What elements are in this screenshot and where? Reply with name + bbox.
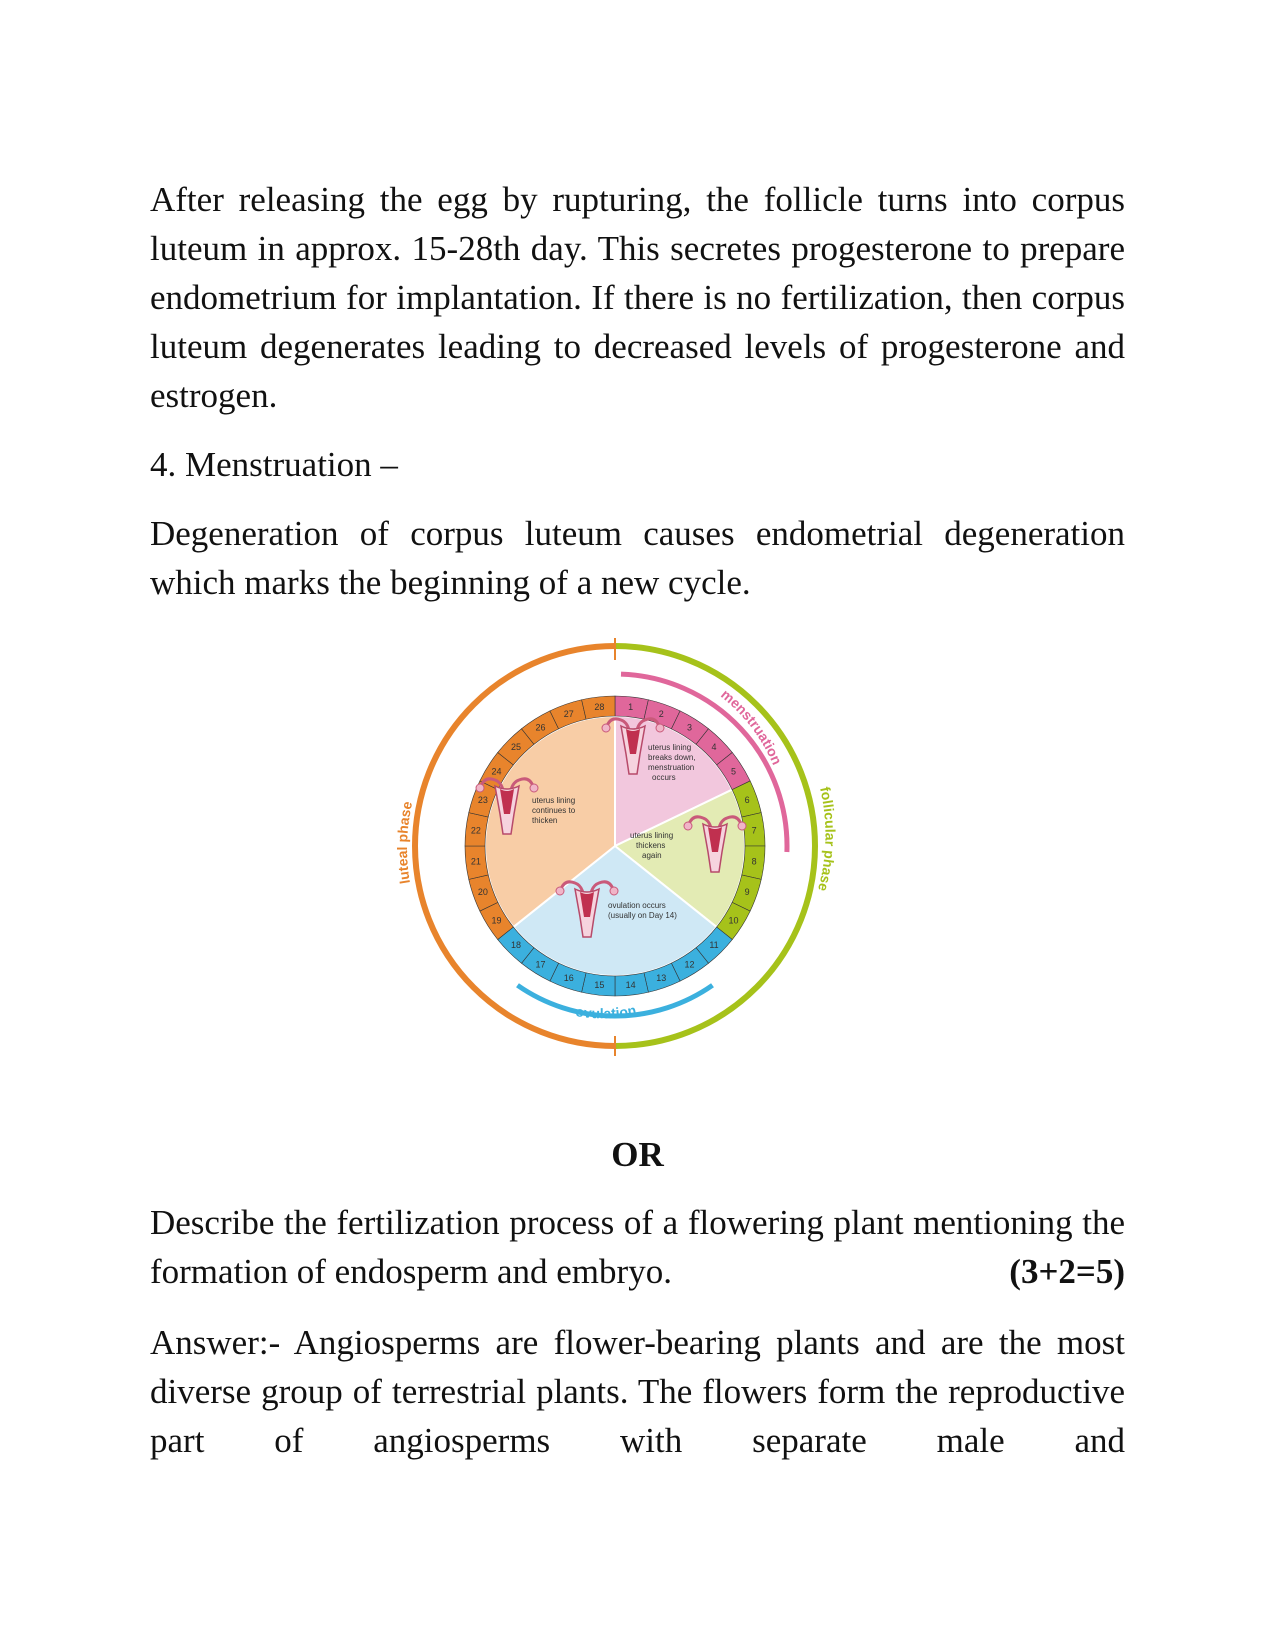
day-number: 16 — [563, 973, 574, 984]
or-separator: OR — [611, 1135, 664, 1174]
text-block — [150, 175, 1125, 607]
day-number: 7 — [751, 825, 757, 836]
day-number: 1 — [628, 701, 634, 712]
answer-block — [150, 1318, 1125, 1465]
day-number: 18 — [510, 939, 522, 950]
day-number: 28 — [594, 701, 605, 712]
luteal-phase-label: luteal phase — [394, 799, 416, 886]
section-heading-menstruation: 4. Menstruation – — [150, 445, 398, 484]
day-number: 17 — [535, 959, 546, 970]
day-number: 9 — [744, 887, 750, 898]
caption-ovulation: ovulation occurs (usually on Day 14) — [608, 901, 677, 920]
caption-thickens-again: uterus lining thickens again — [630, 831, 674, 860]
day-number: 6 — [744, 794, 750, 805]
day-number: 4 — [711, 742, 717, 753]
day-number: 15 — [594, 980, 605, 991]
day-number: 24 — [491, 766, 502, 777]
day-number: 12 — [684, 959, 695, 970]
follicular-phase-label: follicular phase — [815, 785, 839, 894]
day-number: 2 — [658, 708, 664, 719]
day-number: 27 — [563, 708, 574, 719]
day-number: 11 — [709, 939, 719, 950]
cycle-sectors — [485, 716, 745, 976]
day-number: 13 — [656, 973, 667, 984]
caption-continues: uterus lining continues to thicken — [532, 796, 576, 825]
menstrual-cycle-diagram — [380, 638, 850, 1088]
ovulation-label: ovulation — [574, 1001, 638, 1022]
day-number: 20 — [477, 887, 488, 898]
question-text — [150, 1198, 1125, 1296]
paragraph-menstruation: Degeneration of corpus luteum causes endometrial degeneration which marks the beginning of a new cycle. — [150, 514, 1125, 602]
day-number: 22 — [470, 825, 481, 836]
paragraph-corpus-luteum: After releasing the egg by rupturing, the follicle turns into corpus luteum in approx. 15-28th day. This secretes progesterone to prepare endometrium for implantation. If there is no fertilization, then corpus luteum degenerates leading to decreased levels of progesterone and estrogen. — [150, 180, 1125, 415]
question-marks: (3+2=5) — [1009, 1252, 1125, 1291]
day-number: 25 — [510, 742, 522, 753]
cycle-svg — [380, 638, 850, 1088]
day-number: 26 — [535, 722, 546, 733]
day-number: 5 — [731, 766, 737, 777]
answer-text: Answer:- Angiosperms are flower-bearing plants and are the most diverse group of terrestrial plants. The flowers form the reproductive part of angiosperms with separate male and — [150, 1323, 1125, 1460]
day-number: 23 — [477, 794, 488, 805]
day-number: 19 — [491, 915, 502, 926]
caption-menstruation: uterus lining breaks down, menstruation occurs — [648, 743, 696, 782]
day-number: 14 — [625, 980, 636, 991]
day-number: 8 — [751, 856, 757, 867]
day-number: 21 — [470, 856, 481, 867]
menstruation-label: menstruation — [718, 685, 786, 768]
day-number: 10 — [728, 915, 739, 926]
question-block — [150, 1198, 1125, 1296]
question-body: Describe the fertilization process of a flowering plant mentioning the formation of endosperm and embryo. — [150, 1203, 1125, 1291]
day-number: 3 — [686, 722, 692, 733]
